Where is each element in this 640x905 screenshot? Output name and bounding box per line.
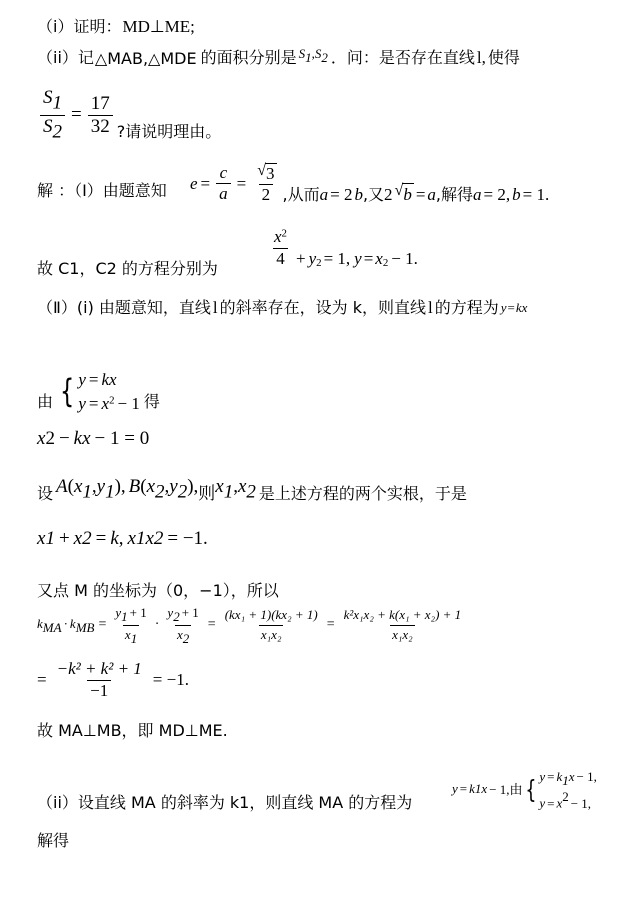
curve-equations: $\frac{x^2}{4}$ + y 2 = 1, y = x 2 − 1. bbox=[268, 228, 418, 269]
simplified-product: = $\frac{\text{−k² + k² + 1}}{-1}$ = −1. bbox=[37, 659, 189, 700]
text-line-15 bbox=[37, 790, 412, 813]
line6-part-c: 的斜率存在，设为 k，则直线 bbox=[219, 298, 426, 317]
line15-text: （ii）设直线 MA 的斜率为 k1，则直线 MA 的方程为 bbox=[37, 793, 413, 812]
line6-part-a: （Ⅱ）(i) 由题意知，直线 bbox=[37, 298, 211, 317]
text-line-7 bbox=[37, 368, 160, 412]
left-brace-icon: { bbox=[60, 371, 75, 410]
line11-text: 又点 M 的坐标为（0，−1），所以 bbox=[37, 581, 279, 600]
line5-label: 故 C1，C2 的方程分别为 bbox=[37, 259, 218, 278]
line9-tail: 是上述方程的两个实根，于是 bbox=[258, 483, 467, 503]
text-line-9 bbox=[37, 476, 467, 504]
line-l-equation-small: y=kx bbox=[500, 300, 528, 315]
ratio-17-32: $\frac{17}{32}$ bbox=[88, 94, 113, 137]
frac-expanded-1: $\frac{\text{(kx₁ + 1)(kx₂ + 1)}}{\text{x₁x₂}}$ bbox=[224, 606, 318, 642]
frac-y1plus1-over-x1: $\frac{y_1 + 1}{x_1}$ bbox=[115, 605, 147, 646]
line2-line-l: l, bbox=[476, 48, 486, 67]
line-MA-equation: y = k 1 x − 1,由 { $y = k_1x - 1$, $y = x^2 - 1$, bbox=[452, 768, 597, 811]
sqrt-b: √ b bbox=[394, 181, 412, 204]
kMA-kMB: $k_{MA} \cdot k_{MB}$ bbox=[37, 615, 95, 635]
line9-ze: 则 bbox=[198, 483, 216, 504]
sqrt-3: √ 3 bbox=[257, 162, 275, 183]
frac-expanded-2: $\frac{\text{k²x₁x₂ + k(x₁ + x₂) + 1}}{\text{x₁x₂}}$ bbox=[343, 606, 462, 642]
roots-x1-x2: x1,x2 bbox=[215, 476, 256, 503]
points-A-B: A(x1,y1), B(x2,y2), bbox=[56, 476, 199, 503]
ratio-s1-s2: $\frac{S1}{S2}$ bbox=[40, 88, 65, 142]
line1-label: （i）证明： bbox=[37, 17, 122, 36]
line2-triangles: △MAB,△MDE bbox=[94, 49, 197, 68]
text-line-1 bbox=[37, 14, 195, 37]
system2-row1: $y = k_1x - 1$, bbox=[539, 768, 597, 788]
frac-simplify: $\frac{\text{−k² + k² + 1}}{-1}$ bbox=[56, 659, 142, 700]
text-line-6 bbox=[37, 295, 527, 318]
slope-product-equation: $k_{MA} \cdot k_{MB}$ = $\frac{y_1 + 1}{x_1}$ · $\frac{y_2 + 1}{x_2}$ = $\frac{\text{(kx₁ + 1)(kx₂ + 1)}}{\text{x₁x₂}}$ = $\frac{\text{k²x₁x₂ + k(x₁ + x₂) + 1}}{\text{x₁x₂}}$ bbox=[37, 605, 462, 646]
frac-y2plus1-over-x2: $\frac{y_2 + 1}{x_2}$ bbox=[167, 605, 199, 646]
system1-row2: $y = x^2 - 1$ bbox=[78, 393, 140, 413]
text-line-2 bbox=[37, 45, 520, 68]
line16-text: 解得 bbox=[37, 831, 70, 850]
line4-label: 解 ：（Ⅰ）由题意知 bbox=[37, 181, 167, 200]
line2-part-a: （ii）记 bbox=[37, 48, 94, 67]
system1-row1: y = kx bbox=[78, 369, 117, 389]
frac-x2-over-4: $\frac{x^2}{4}$ bbox=[274, 227, 287, 268]
text-line-16 bbox=[37, 828, 69, 851]
text-line-5 bbox=[37, 256, 218, 279]
line7-label: 由 bbox=[37, 392, 54, 411]
frac-sqrt3-over-2: √ 3 2 bbox=[257, 162, 275, 204]
line3-tail: ?请说明理由。 bbox=[116, 122, 222, 142]
line7-tail: 得 bbox=[143, 392, 160, 411]
line2-part-c: 的面积分别是 bbox=[200, 48, 297, 67]
system-of-equations-1 bbox=[57, 370, 140, 414]
line6-line-l2: l bbox=[428, 298, 433, 317]
line2-part-e: ．问：是否存在直线 bbox=[330, 48, 475, 67]
text-line-3 bbox=[37, 88, 221, 142]
system2-row2: $y = x^2 - 1$, bbox=[539, 789, 592, 811]
frac-c-over-a: $\frac{c}{a}$ bbox=[216, 164, 231, 205]
line6-part-e: 的方程为 bbox=[434, 298, 499, 317]
line14-conclusion: 故 MA⊥MB，即 MD⊥ME. bbox=[37, 721, 228, 740]
line2-part-g: 使得 bbox=[487, 48, 520, 67]
text-line-4 bbox=[37, 178, 167, 201]
system-of-equations-2 bbox=[523, 768, 597, 813]
text-line-14 bbox=[37, 718, 228, 741]
line1-math: MD⊥ME; bbox=[122, 17, 195, 36]
line9-label: 设 bbox=[37, 483, 54, 503]
line6-line-l: l bbox=[212, 298, 218, 317]
left-brace-icon-2: { bbox=[524, 775, 536, 805]
line3-equals: = bbox=[71, 104, 82, 126]
eccentricity-equation: e = $\frac{c}{a}$ = √ 3 2 ,从而 a = 2 b ,又 2 √ b = a ,解得 a = 2, b = 1. bbox=[190, 162, 550, 204]
line2-areas: $S_1,S_2$ bbox=[298, 46, 328, 65]
quadratic-equation: x 2 − kx − 1 = 0 bbox=[37, 428, 150, 449]
vieta-relations: x 1 + x 2 = k , x 1 x 2 = −1. bbox=[37, 528, 208, 549]
text-line-11 bbox=[37, 578, 279, 601]
